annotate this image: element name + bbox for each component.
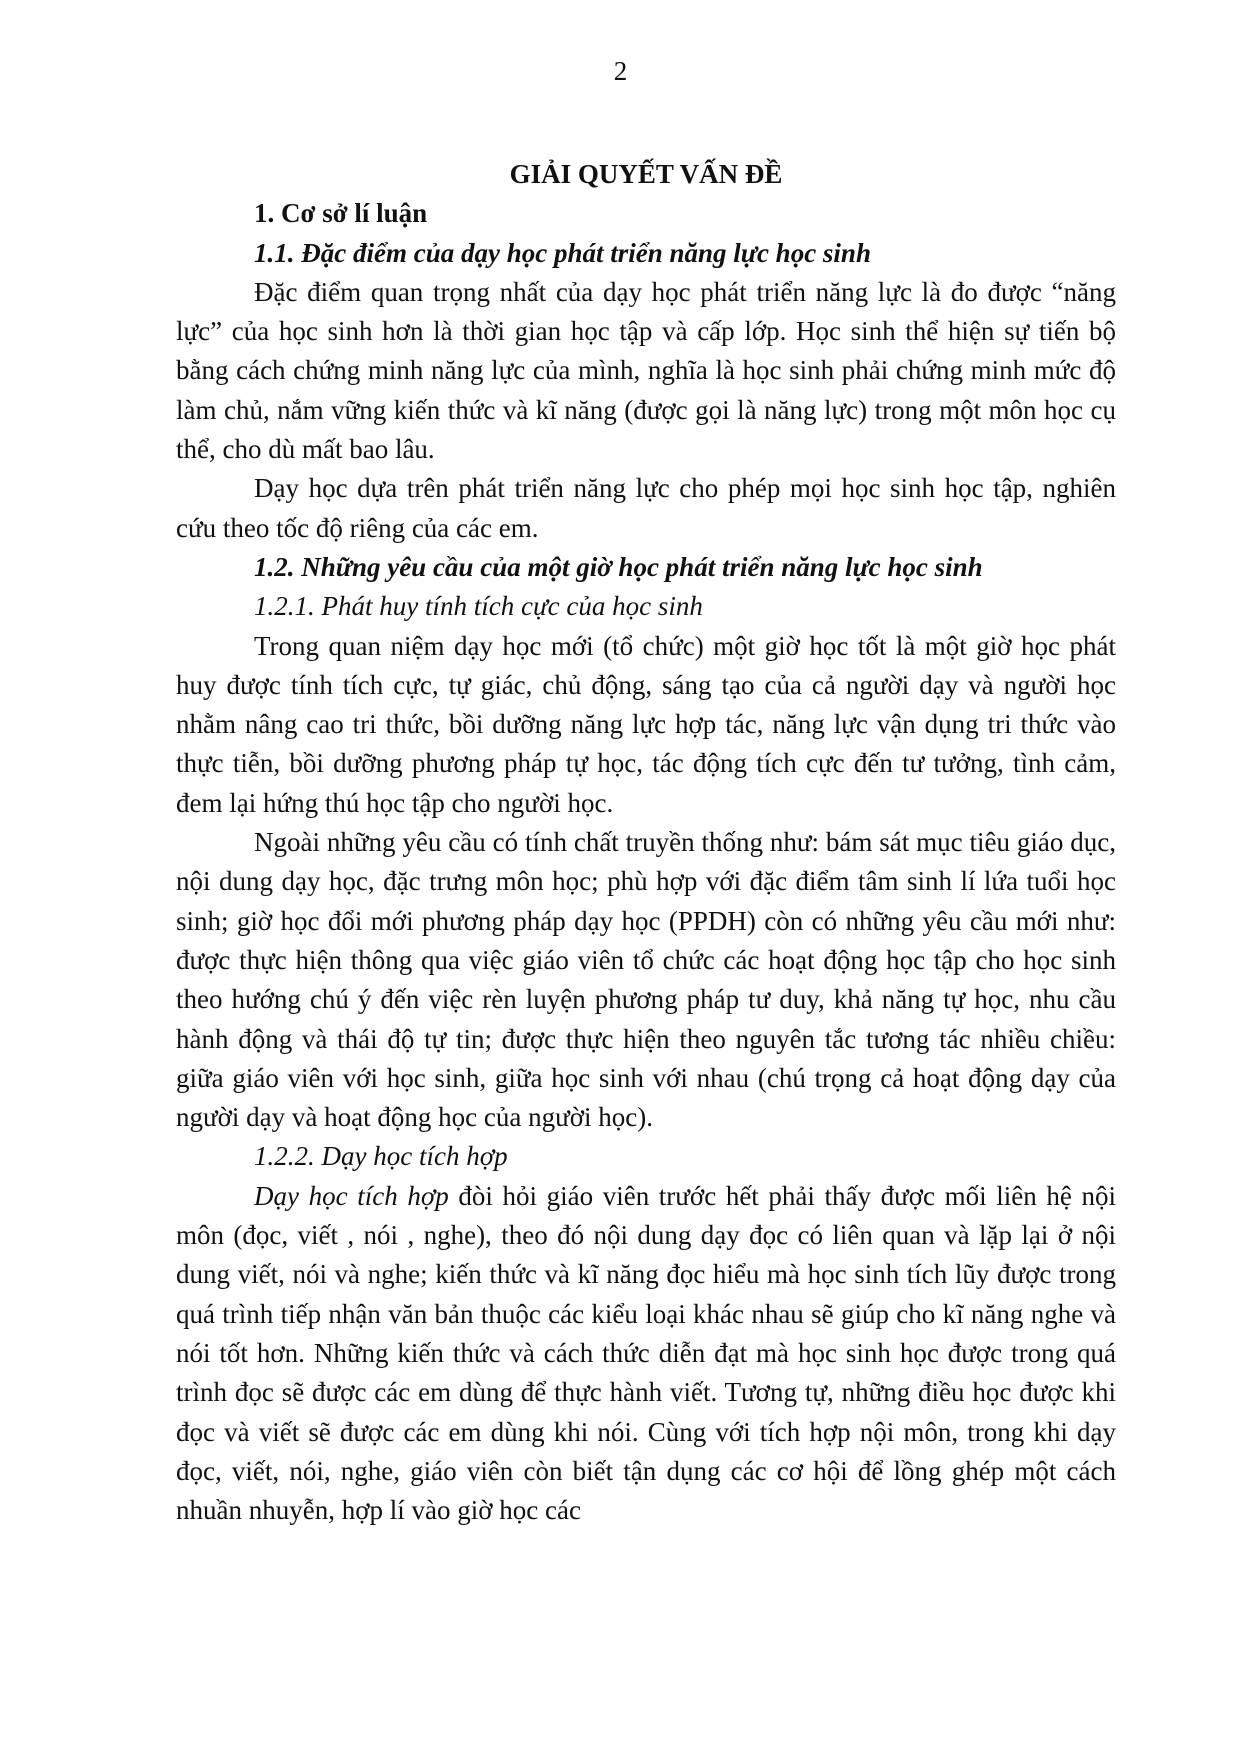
paragraph-2: Dạy học dựa trên phát triển năng lực cho phép mọi học sinh học tập, nghiên cứu theo tốc độ riêng của các em. [176, 473, 1116, 543]
paragraph-5-lead-term: Dạy học tích hợp [254, 1180, 449, 1211]
heading-section-1-2-1: 1.2.1. Phát huy tính tích cực của học sinh [254, 591, 703, 622]
paragraph-4: Ngoài những yêu cầu có tính chất truyền thống như: bám sát mục tiêu giáo dục, nội dung dạy học, đặc trưng môn học; phù hợp với đặc điểm tâm sinh lí lứa tuổi học sinh; giờ học đổi mới phương pháp dạy học (PPDH) còn có những yêu cầu mới như: được thực hiện thông qua việc giáo viên tổ chức các hoạt động học tập cho học sinh theo hướng chú ý đến việc rèn luyện phương pháp tư duy, khả năng tự học, nhu cầu hành động và thái độ tự tin; được thực hiện theo nguyên tắc tương tác nhiều chiều: giữa giáo viên với học sinh, giữa học sinh với nhau (chú trọng cả hoạt động dạy của người dạy và hoạt động học của người học). [176, 827, 1116, 1133]
heading-section-1-1: 1.1. Đặc điểm của dạy học phát triển năng lực học sinh [254, 237, 871, 268]
heading-section-1-2-2: 1.2.2. Dạy học tích hợp [254, 1141, 508, 1172]
paragraph-5 [176, 1177, 1116, 1531]
paragraph-1: Đặc điểm quan trọng nhất của dạy học phát triển năng lực là đo được “năng lực” của học sinh hơn là thời gian học tập và cấp lớp. Học sinh thể hiện sự tiến bộ bằng cách chứng minh năng lực của mình, nghĩa là học sinh phải chứng minh mức độ làm chủ, nắm vững kiến thức và kĩ năng (được gọi là năng lực) trong một môn học cụ thể, cho dù mất bao lâu. [176, 276, 1116, 465]
page-title: GIẢI QUYẾT VẤN ĐỀ [509, 159, 783, 189]
heading-section-1-2: 1.2. Những yêu cầu của một giờ học phát triển năng lực học sinh [254, 551, 983, 582]
heading-section-1: 1. Cơ sở lí luận [254, 198, 428, 229]
page-number: 2 [613, 56, 628, 86]
paragraph-3: Trong quan niệm dạy học mới (tổ chức) một giờ học tốt là một giờ học phát huy được tính tích cực, tự giác, chủ động, sáng tạo của cả người dạy và người học nhằm nâng cao tri thức, bồi dưỡng năng lực hợp tác, năng lực vận dụng tri thức vào thực tiễn, bồi dưỡng phương pháp tự học, tác động tích cực đến tư tưởng, tình cảm, đem lại hứng thú học tập cho người học. [176, 630, 1116, 818]
paragraph-5-text: đòi hỏi giáo viên trước hết phải thấy được mối liên hệ nội môn (đọc, viết , nói , nghe), theo đó nội dung dạy đọc có liên quan và lặp lại ở nội dung viết, nói và nghe; kiến thức và kĩ năng đọc hiểu mà học sinh tích lũy được trong quá trình tiếp nhận văn bản thuộc các kiểu loại khác nhau sẽ giúp cho kĩ năng nghe và nói tốt hơn. Những kiến thức và cách thức diễn đạt mà học sinh học được trong quá trình đọc sẽ được các em dùng để thực hành viết. Tương tự, những điều học được khi đọc và viết sẽ được các em dùng khi nói. Cùng với tích hợp nội môn, trong khi dạy đọc, viết, nói, nghe, giáo viên còn biết tận dụng các cơ hội để lồng ghép một cách nhuần nhuyễn, hợp lí vào giờ học các [176, 1180, 1116, 1526]
document-body [176, 155, 1116, 1530]
